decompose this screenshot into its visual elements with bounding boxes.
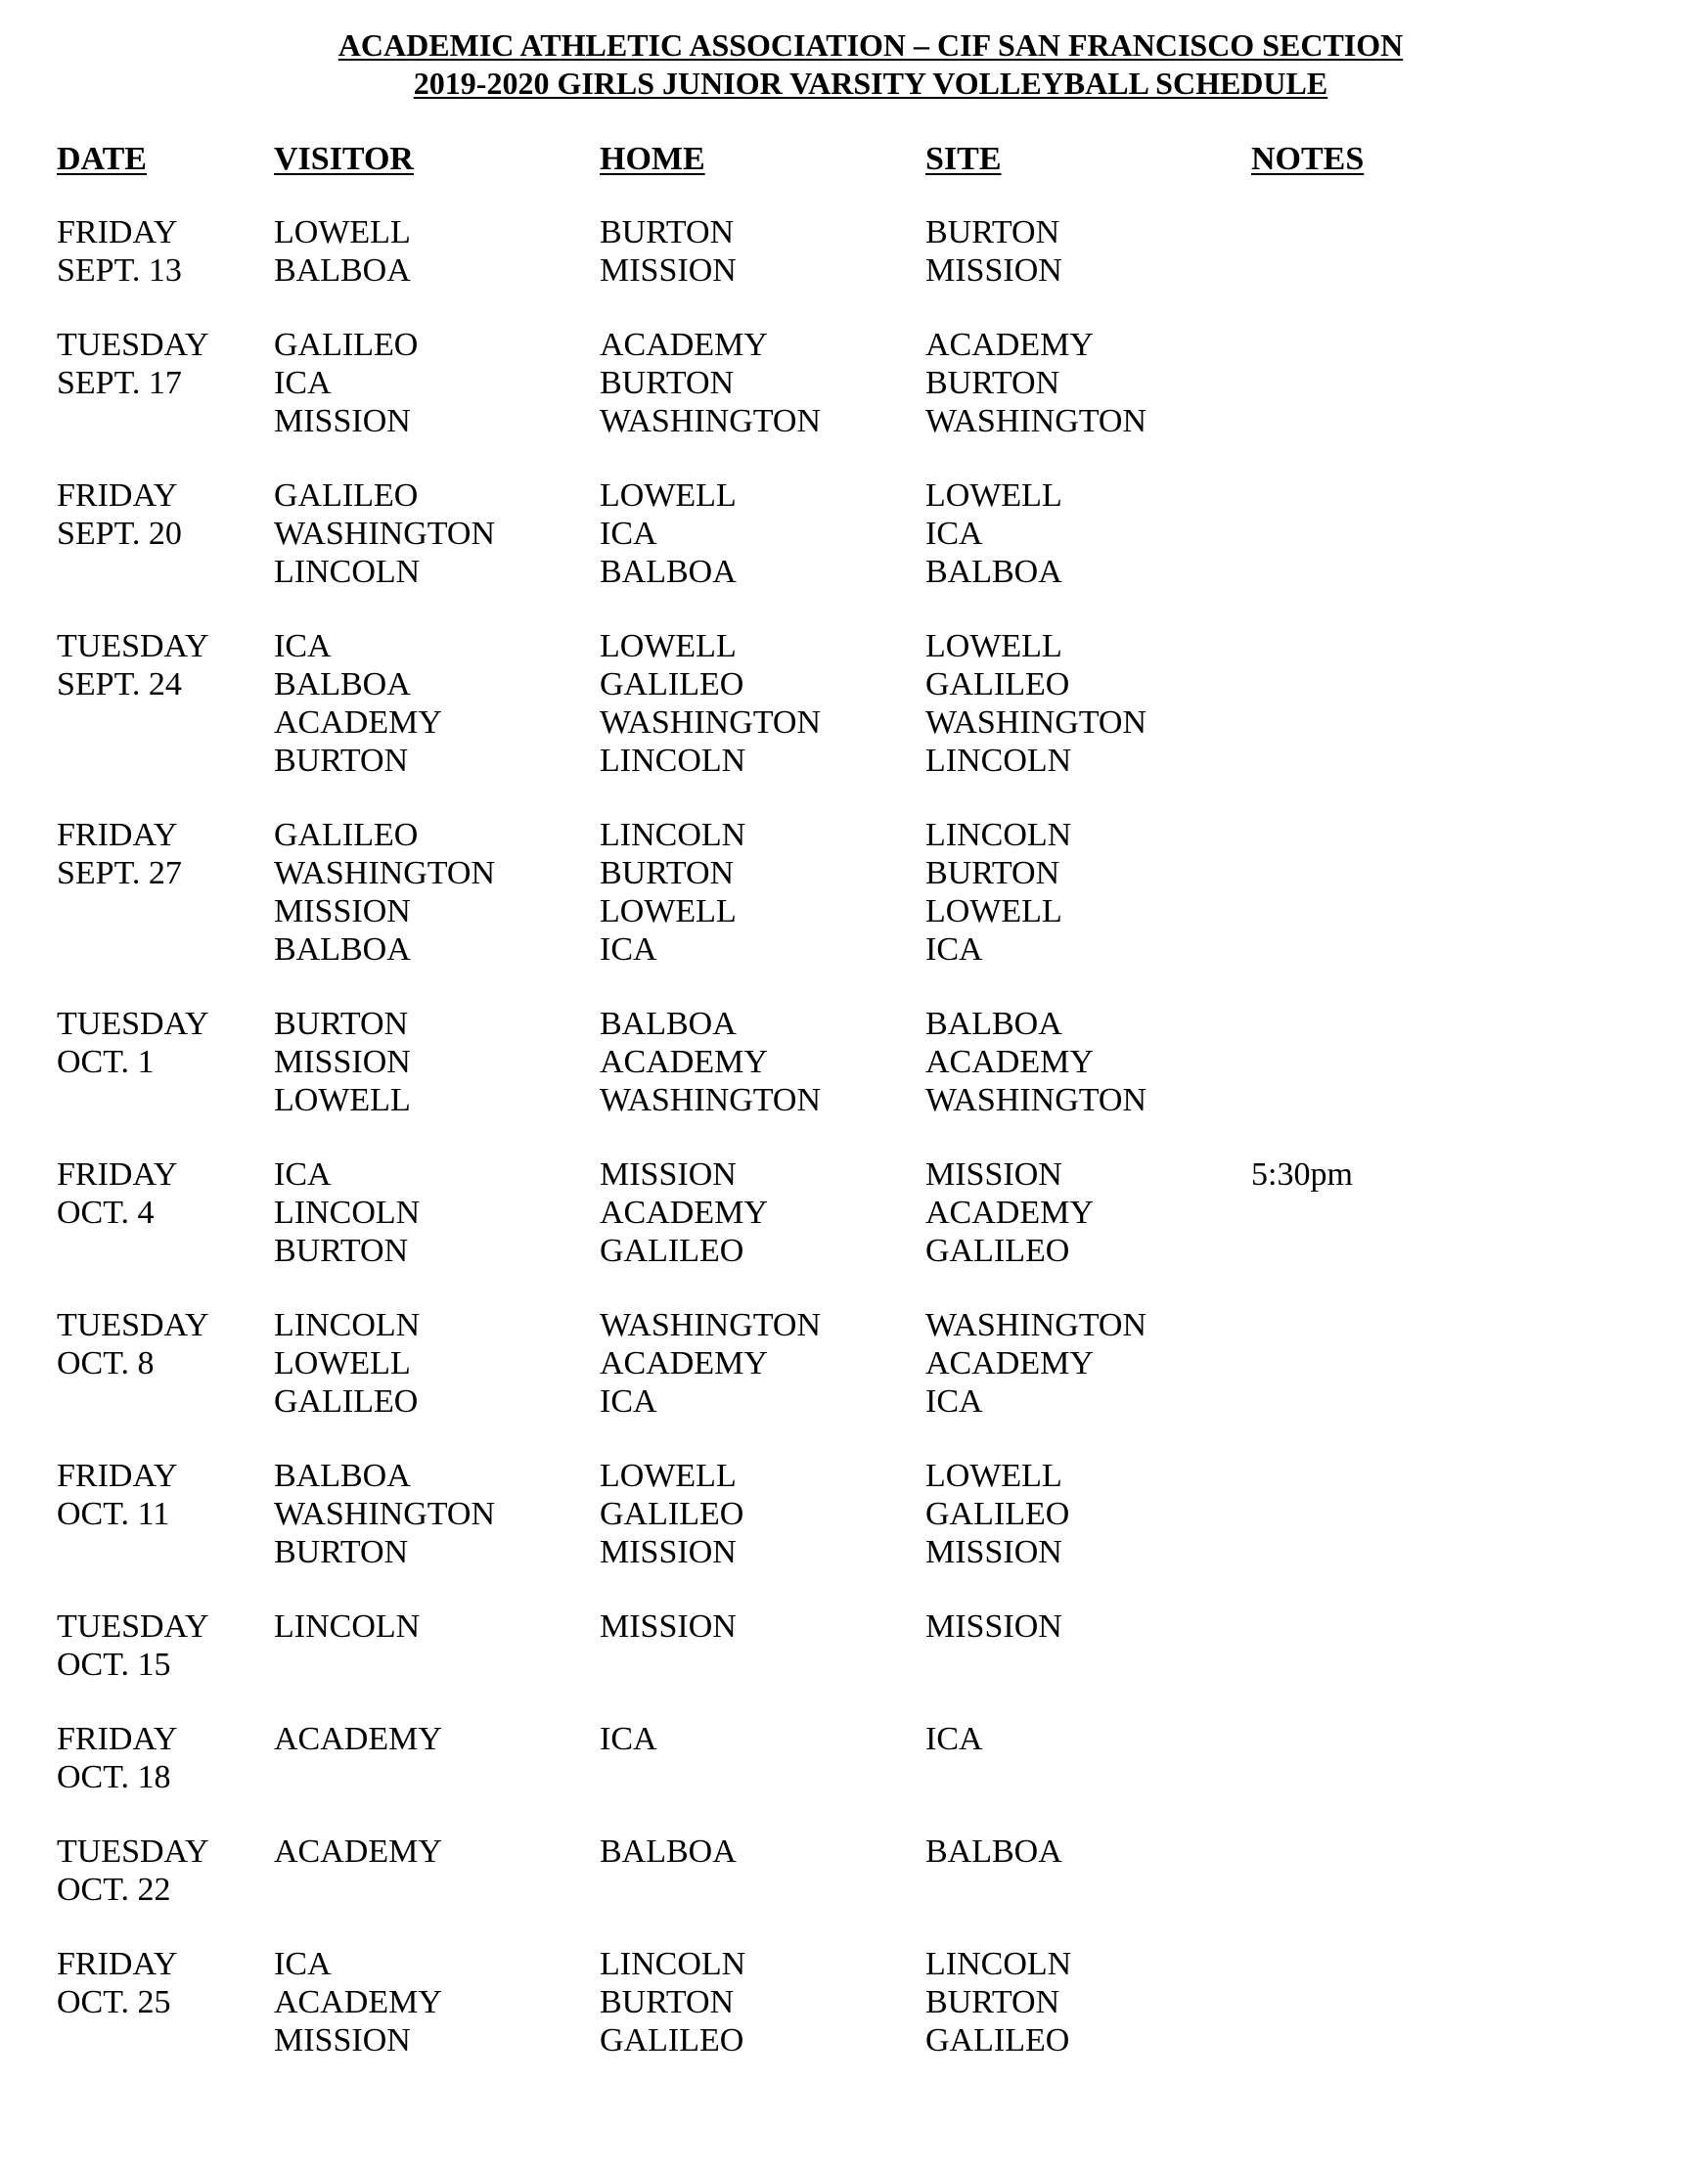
home-team: GALILEO bbox=[600, 2022, 744, 2059]
visitor-team: LINCOLN bbox=[274, 1608, 421, 1645]
home-team: ICA bbox=[600, 931, 657, 968]
game-site: LOWELL bbox=[925, 477, 1062, 514]
visitor-team: GALILEO bbox=[274, 1383, 419, 1420]
game-site: GALILEO bbox=[925, 666, 1070, 702]
schedule-row bbox=[0, 1005, 1708, 1043]
home-team: ACADEMY bbox=[600, 1044, 768, 1080]
game-site: ICA bbox=[925, 1721, 983, 1757]
document-subtitle: 2019-2020 GIRLS JUNIOR VARSITY VOLLEYBALL SCHEDULE bbox=[413, 66, 1328, 101]
visitor-team: MISSION bbox=[274, 403, 411, 439]
schedule-row bbox=[0, 476, 1708, 515]
schedule-row bbox=[0, 1194, 1708, 1232]
home-team: ACADEMY bbox=[600, 1195, 768, 1231]
schedule-row bbox=[0, 402, 1708, 440]
schedule-row bbox=[0, 1607, 1708, 1646]
home-team: WASHINGTON bbox=[600, 403, 822, 439]
visitor-team: WASHINGTON bbox=[274, 516, 496, 552]
game-site: BURTON bbox=[925, 214, 1060, 250]
visitor-team: GALILEO bbox=[274, 477, 419, 514]
home-team: BURTON bbox=[600, 365, 735, 401]
home-team: MISSION bbox=[600, 1534, 737, 1570]
game-site: LINCOLN bbox=[925, 817, 1072, 853]
game-day-date: SEPT. 27 bbox=[57, 855, 182, 891]
schedule-row bbox=[0, 1382, 1708, 1421]
schedule-row bbox=[0, 1758, 1708, 1796]
schedule-row bbox=[0, 816, 1708, 854]
game-site: GALILEO bbox=[925, 2022, 1070, 2059]
visitor-team: LINCOLN bbox=[274, 1195, 421, 1231]
schedule-row bbox=[0, 1344, 1708, 1382]
game-day-block bbox=[0, 1457, 1708, 1571]
game-day-date: SEPT. 20 bbox=[57, 516, 182, 552]
visitor-team: MISSION bbox=[274, 1044, 411, 1080]
schedule-row bbox=[0, 1457, 1708, 1495]
visitor-team: BALBOA bbox=[274, 1458, 411, 1494]
game-day-date: OCT. 15 bbox=[57, 1647, 171, 1683]
game-day-weekday: FRIDAY bbox=[57, 1721, 178, 1757]
document-title: ACADEMIC ATHLETIC ASSOCIATION – CIF SAN FRANCISCO SECTION bbox=[337, 27, 1404, 63]
home-team: BALBOA bbox=[600, 1833, 737, 1870]
visitor-team: ICA bbox=[274, 628, 332, 664]
visitor-team: ICA bbox=[274, 365, 332, 401]
schedule-row bbox=[0, 854, 1708, 892]
visitor-team: ICA bbox=[274, 1156, 332, 1193]
home-team: LOWELL bbox=[600, 1458, 737, 1494]
game-site: BALBOA bbox=[925, 554, 1062, 590]
schedule-row bbox=[0, 1043, 1708, 1081]
game-day-block bbox=[0, 627, 1708, 780]
schedule-row bbox=[0, 1720, 1708, 1758]
game-site: BURTON bbox=[925, 365, 1060, 401]
home-team: ICA bbox=[600, 1721, 657, 1757]
home-team: BURTON bbox=[600, 855, 735, 891]
schedule-row bbox=[0, 627, 1708, 665]
game-day-weekday: FRIDAY bbox=[57, 477, 178, 514]
schedule-row bbox=[0, 1155, 1708, 1194]
schedule-row bbox=[0, 326, 1708, 364]
home-team: WASHINGTON bbox=[600, 1307, 822, 1343]
game-site: WASHINGTON bbox=[925, 403, 1147, 439]
schedule-row bbox=[0, 1983, 1708, 2021]
game-site: WASHINGTON bbox=[925, 1307, 1147, 1343]
game-site: MISSION bbox=[925, 1156, 1062, 1193]
home-team: LOWELL bbox=[600, 893, 737, 929]
game-day-block bbox=[0, 816, 1708, 969]
game-site: LOWELL bbox=[925, 1458, 1062, 1494]
header-visitor: VISITOR bbox=[274, 141, 414, 177]
schedule-row bbox=[0, 213, 1708, 251]
schedule-row bbox=[0, 1646, 1708, 1684]
visitor-team: WASHINGTON bbox=[274, 1496, 496, 1532]
visitor-team: LOWELL bbox=[274, 1082, 411, 1118]
game-site: ACADEMY bbox=[925, 1195, 1094, 1231]
schedule-row bbox=[0, 1232, 1708, 1270]
home-team: BURTON bbox=[600, 214, 735, 250]
game-day-weekday: FRIDAY bbox=[57, 1458, 178, 1494]
home-team: GALILEO bbox=[600, 1233, 744, 1269]
home-team: WASHINGTON bbox=[600, 1082, 822, 1118]
schedule-row bbox=[0, 742, 1708, 780]
visitor-team: BALBOA bbox=[274, 666, 411, 702]
visitor-team: WASHINGTON bbox=[274, 855, 496, 891]
schedule-row bbox=[0, 1081, 1708, 1119]
game-site: ACADEMY bbox=[925, 327, 1094, 363]
visitor-team: BALBOA bbox=[274, 931, 411, 968]
visitor-team: LOWELL bbox=[274, 214, 411, 250]
home-team: ACADEMY bbox=[600, 327, 768, 363]
home-team: WASHINGTON bbox=[600, 704, 822, 741]
schedule-row bbox=[0, 1306, 1708, 1344]
game-site: ICA bbox=[925, 1383, 983, 1420]
visitor-team: BURTON bbox=[274, 1233, 409, 1269]
home-team: MISSION bbox=[600, 252, 737, 289]
game-day-date: OCT. 22 bbox=[57, 1872, 171, 1908]
game-day-block bbox=[0, 476, 1708, 591]
visitor-team: MISSION bbox=[274, 2022, 411, 2059]
game-day-weekday: TUESDAY bbox=[57, 327, 209, 363]
schedule-row bbox=[0, 665, 1708, 703]
schedule-row bbox=[0, 892, 1708, 930]
game-day-date: OCT. 8 bbox=[57, 1345, 155, 1381]
game-site: ICA bbox=[925, 931, 983, 968]
visitor-team: ACADEMY bbox=[274, 1833, 442, 1870]
schedule-row bbox=[0, 553, 1708, 591]
schedule-row bbox=[0, 515, 1708, 553]
home-team: GALILEO bbox=[600, 1496, 744, 1532]
game-site: MISSION bbox=[925, 252, 1062, 289]
home-team: BURTON bbox=[600, 1984, 735, 2020]
game-day-weekday: TUESDAY bbox=[57, 1307, 209, 1343]
game-day-date: OCT. 1 bbox=[57, 1044, 155, 1080]
schedule-row bbox=[0, 930, 1708, 969]
header-site: SITE bbox=[925, 141, 1002, 177]
visitor-team: BALBOA bbox=[274, 252, 411, 289]
visitor-team: GALILEO bbox=[274, 327, 419, 363]
home-team: BALBOA bbox=[600, 1006, 737, 1042]
game-day-date: SEPT. 17 bbox=[57, 365, 182, 401]
game-site: WASHINGTON bbox=[925, 1082, 1147, 1118]
schedule-row bbox=[0, 1945, 1708, 1983]
game-site: MISSION bbox=[925, 1534, 1062, 1570]
game-site: BURTON bbox=[925, 1984, 1060, 2020]
game-day-block bbox=[0, 1720, 1708, 1796]
game-day-date: SEPT. 13 bbox=[57, 252, 182, 289]
header-home: HOME bbox=[600, 141, 705, 177]
visitor-team: MISSION bbox=[274, 893, 411, 929]
game-day-block bbox=[0, 326, 1708, 440]
schedule-row bbox=[0, 1495, 1708, 1533]
schedule-row bbox=[0, 1533, 1708, 1571]
game-day-weekday: TUESDAY bbox=[57, 1833, 209, 1870]
schedule-row bbox=[0, 364, 1708, 402]
game-day-date: OCT. 25 bbox=[57, 1984, 171, 2020]
game-notes: 5:30pm bbox=[1251, 1156, 1353, 1193]
game-day-block bbox=[0, 1306, 1708, 1421]
home-team: LINCOLN bbox=[600, 1946, 746, 1982]
game-day-date: SEPT. 24 bbox=[57, 666, 182, 702]
visitor-team: LOWELL bbox=[274, 1345, 411, 1381]
game-site: BURTON bbox=[925, 855, 1060, 891]
game-day-weekday: TUESDAY bbox=[57, 1608, 209, 1645]
schedule-row bbox=[0, 1833, 1708, 1871]
home-team: MISSION bbox=[600, 1608, 737, 1645]
game-site: BALBOA bbox=[925, 1833, 1062, 1870]
home-team: LOWELL bbox=[600, 628, 737, 664]
home-team: LINCOLN bbox=[600, 743, 746, 779]
schedule-row bbox=[0, 2021, 1708, 2059]
visitor-team: BURTON bbox=[274, 1006, 409, 1042]
visitor-team: ACADEMY bbox=[274, 1984, 442, 2020]
visitor-team: BURTON bbox=[274, 1534, 409, 1570]
home-team: ACADEMY bbox=[600, 1345, 768, 1381]
visitor-team: ACADEMY bbox=[274, 704, 442, 741]
game-site: ICA bbox=[925, 516, 983, 552]
home-team: LOWELL bbox=[600, 477, 737, 514]
visitor-team: ACADEMY bbox=[274, 1721, 442, 1757]
visitor-team: GALILEO bbox=[274, 817, 419, 853]
schedule-row bbox=[0, 703, 1708, 742]
game-site: WASHINGTON bbox=[925, 704, 1147, 741]
game-day-weekday: TUESDAY bbox=[57, 1006, 209, 1042]
game-site: LINCOLN bbox=[925, 743, 1072, 779]
home-team: ICA bbox=[600, 1383, 657, 1420]
visitor-team: ICA bbox=[274, 1946, 332, 1982]
game-site: GALILEO bbox=[925, 1233, 1070, 1269]
visitor-team: LINCOLN bbox=[274, 554, 421, 590]
home-team: LINCOLN bbox=[600, 817, 746, 853]
game-site: BALBOA bbox=[925, 1006, 1062, 1042]
game-day-weekday: FRIDAY bbox=[57, 1946, 178, 1982]
header-date: DATE bbox=[57, 141, 147, 177]
game-day-block bbox=[0, 1945, 1708, 2059]
home-team: ICA bbox=[600, 516, 657, 552]
game-day-block bbox=[0, 1833, 1708, 1909]
game-day-date: OCT. 18 bbox=[57, 1759, 171, 1795]
game-site: LOWELL bbox=[925, 893, 1062, 929]
game-day-block bbox=[0, 213, 1708, 290]
game-day-weekday: FRIDAY bbox=[57, 817, 178, 853]
home-team: BALBOA bbox=[600, 554, 737, 590]
schedule-row bbox=[0, 1871, 1708, 1909]
game-day-block bbox=[0, 1607, 1708, 1684]
schedule-row bbox=[0, 251, 1708, 290]
home-team: GALILEO bbox=[600, 666, 744, 702]
schedule-body bbox=[0, 213, 1708, 2096]
game-day-weekday: FRIDAY bbox=[57, 214, 178, 250]
home-team: MISSION bbox=[600, 1156, 737, 1193]
game-day-weekday: TUESDAY bbox=[57, 628, 209, 664]
game-site: LOWELL bbox=[925, 628, 1062, 664]
visitor-team: LINCOLN bbox=[274, 1307, 421, 1343]
header-notes: NOTES bbox=[1251, 141, 1365, 177]
game-day-date: OCT. 11 bbox=[57, 1496, 170, 1532]
game-site: MISSION bbox=[925, 1608, 1062, 1645]
game-site: LINCOLN bbox=[925, 1946, 1072, 1982]
game-site: GALILEO bbox=[925, 1496, 1070, 1532]
visitor-team: BURTON bbox=[274, 743, 409, 779]
game-day-block bbox=[0, 1155, 1708, 1270]
game-day-block bbox=[0, 1005, 1708, 1119]
game-site: ACADEMY bbox=[925, 1345, 1094, 1381]
game-site: ACADEMY bbox=[925, 1044, 1094, 1080]
game-day-weekday: FRIDAY bbox=[57, 1156, 178, 1193]
schedule-header-row bbox=[0, 139, 1708, 182]
game-day-date: OCT. 4 bbox=[57, 1195, 155, 1231]
